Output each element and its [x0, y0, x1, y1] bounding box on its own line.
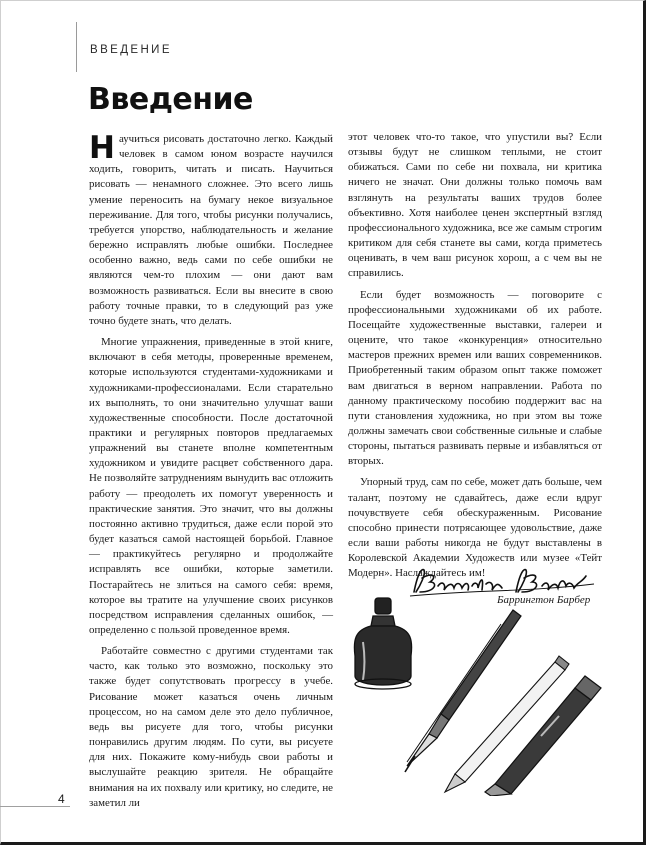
paragraph: этот человек что-то такое, что упустили вы? Если отзывы будут не слишком теплыми, не стоит обижаться. Сами по себе ни похвала, ни критика ничего не значат. Они должны только помочь вам взглянуть на результаты ваших трудов более объективно. Хотя наиболее ценен экспертный взгляд профессионального художника, все же самым строгим критиком для себя станете вы сами, когда приметесь оценивать, в чем ваш рисунок хорош, а с чем вы не справились. [348, 131, 602, 280]
header-rule [76, 22, 77, 72]
page-number: 4 [58, 792, 65, 806]
ink-bottle-and-pens-illustration [345, 596, 617, 796]
dip-pen-icon [405, 610, 521, 772]
footer-rule [0, 806, 70, 807]
signature-caption: Баррингтон Барбер [497, 594, 591, 606]
paragraph: Упорный труд, сам по себе, может дать больше, чем талант, поэтому не сдавайтесь, даже если вдруг почувствуете себя обескураженным. Рисование способно принести потрясающее удовольствие, даже если ваши работы никогда не будут выставлены в Королевской Академии Художеств или музее «Тейт Модерн». Наслаждайтесь им! [348, 476, 602, 580]
paragraph [89, 132, 333, 329]
paragraph-text: аучиться рисовать достаточно легко. Каждый человек в самом юном возрасте научился ходить, говорить, читать и писать. Научиться рисовать — ненамного сложнее. Это всего лишь умение переносить на бумагу некое визуальное переживание. Для того, чтобы рисунки получались, требуется упорство, наблюдательность и желание бережно исправлять любые ошибки. Последнее особенно важно, ведь сами по себе ошибки не являются чем-то плохим — они дают вам возможность развиваться. Если вы внесите в свою работу точные правки, то в следующий раз уже точно будете знать, что делать. [89, 133, 333, 327]
paragraph: Работайте совместно с другими студентами так часто, как только это возможно, поскольку это также будет сопутствовать прогрессу в учебе. Рисование может казаться очень личным процессом, но на самом деле это дело публичное, ведь вы рисуете для того, чтобы рисунки понравились другим людям. По сути, вы рисуете для них. Покажите кому-нибудь свои работы и выслушайте реакцию зрителя. Не обращайте внимания на их похвалу или критику, но следите, не заметил ли [89, 645, 333, 809]
right-column [348, 130, 602, 582]
running-header: ВВЕДЕНИЕ [90, 44, 172, 56]
drop-cap: Н [89, 130, 115, 166]
page-title: Введение [88, 82, 253, 117]
ink-bottle-icon [354, 598, 411, 689]
left-column [89, 132, 333, 811]
paragraph: Многие упражнения, приведенные в этой книге, включают в себя методы, проверенные временем, которые используются студентами-художниками и художниками-профессионалами. Если старательно их выполнять, то они значительно улучшат ваши художественные способности. После достаточной практики и регулярных повторов предлагаемых упражнений вы станете вполне компетентным художником и увидите расцвет собственного дара. Не позволяйте затруднениям вынудить вас отложить работу — преодолеть их помогут уверенность и практические занятия. Это значит, что вы должны постоянно активно трудиться, даже если порой это будет казаться самой настоящей борьбой. Главное — практикуйтесь регулярно и продолжайте исправлять все ошибки, которые заметили. Постарайтесь не злиться на самого себя: время, которое вы тратите на улучшение своих рисунков посредством исправления сделанных ошибок, — определенно с пользой проведенное время. [89, 336, 333, 636]
paragraph: Если будет возможность — поговорите с профессиональными художниками об их работе. Посещайте художественные выставки, галереи и оцените, что такое «конкуренция» относительно мастеров прежних времен или ваших современников. Приобретенный таким образом опыт также поможет вам двигаться в верном направлении. Работа по данному практическому пособию поддержит вас на пути становления художника, но при этом вы тоже должны замечать свои собственные сильные и слабые стороны, пытаться развивать первые и избавляться от вторых. [348, 288, 602, 468]
